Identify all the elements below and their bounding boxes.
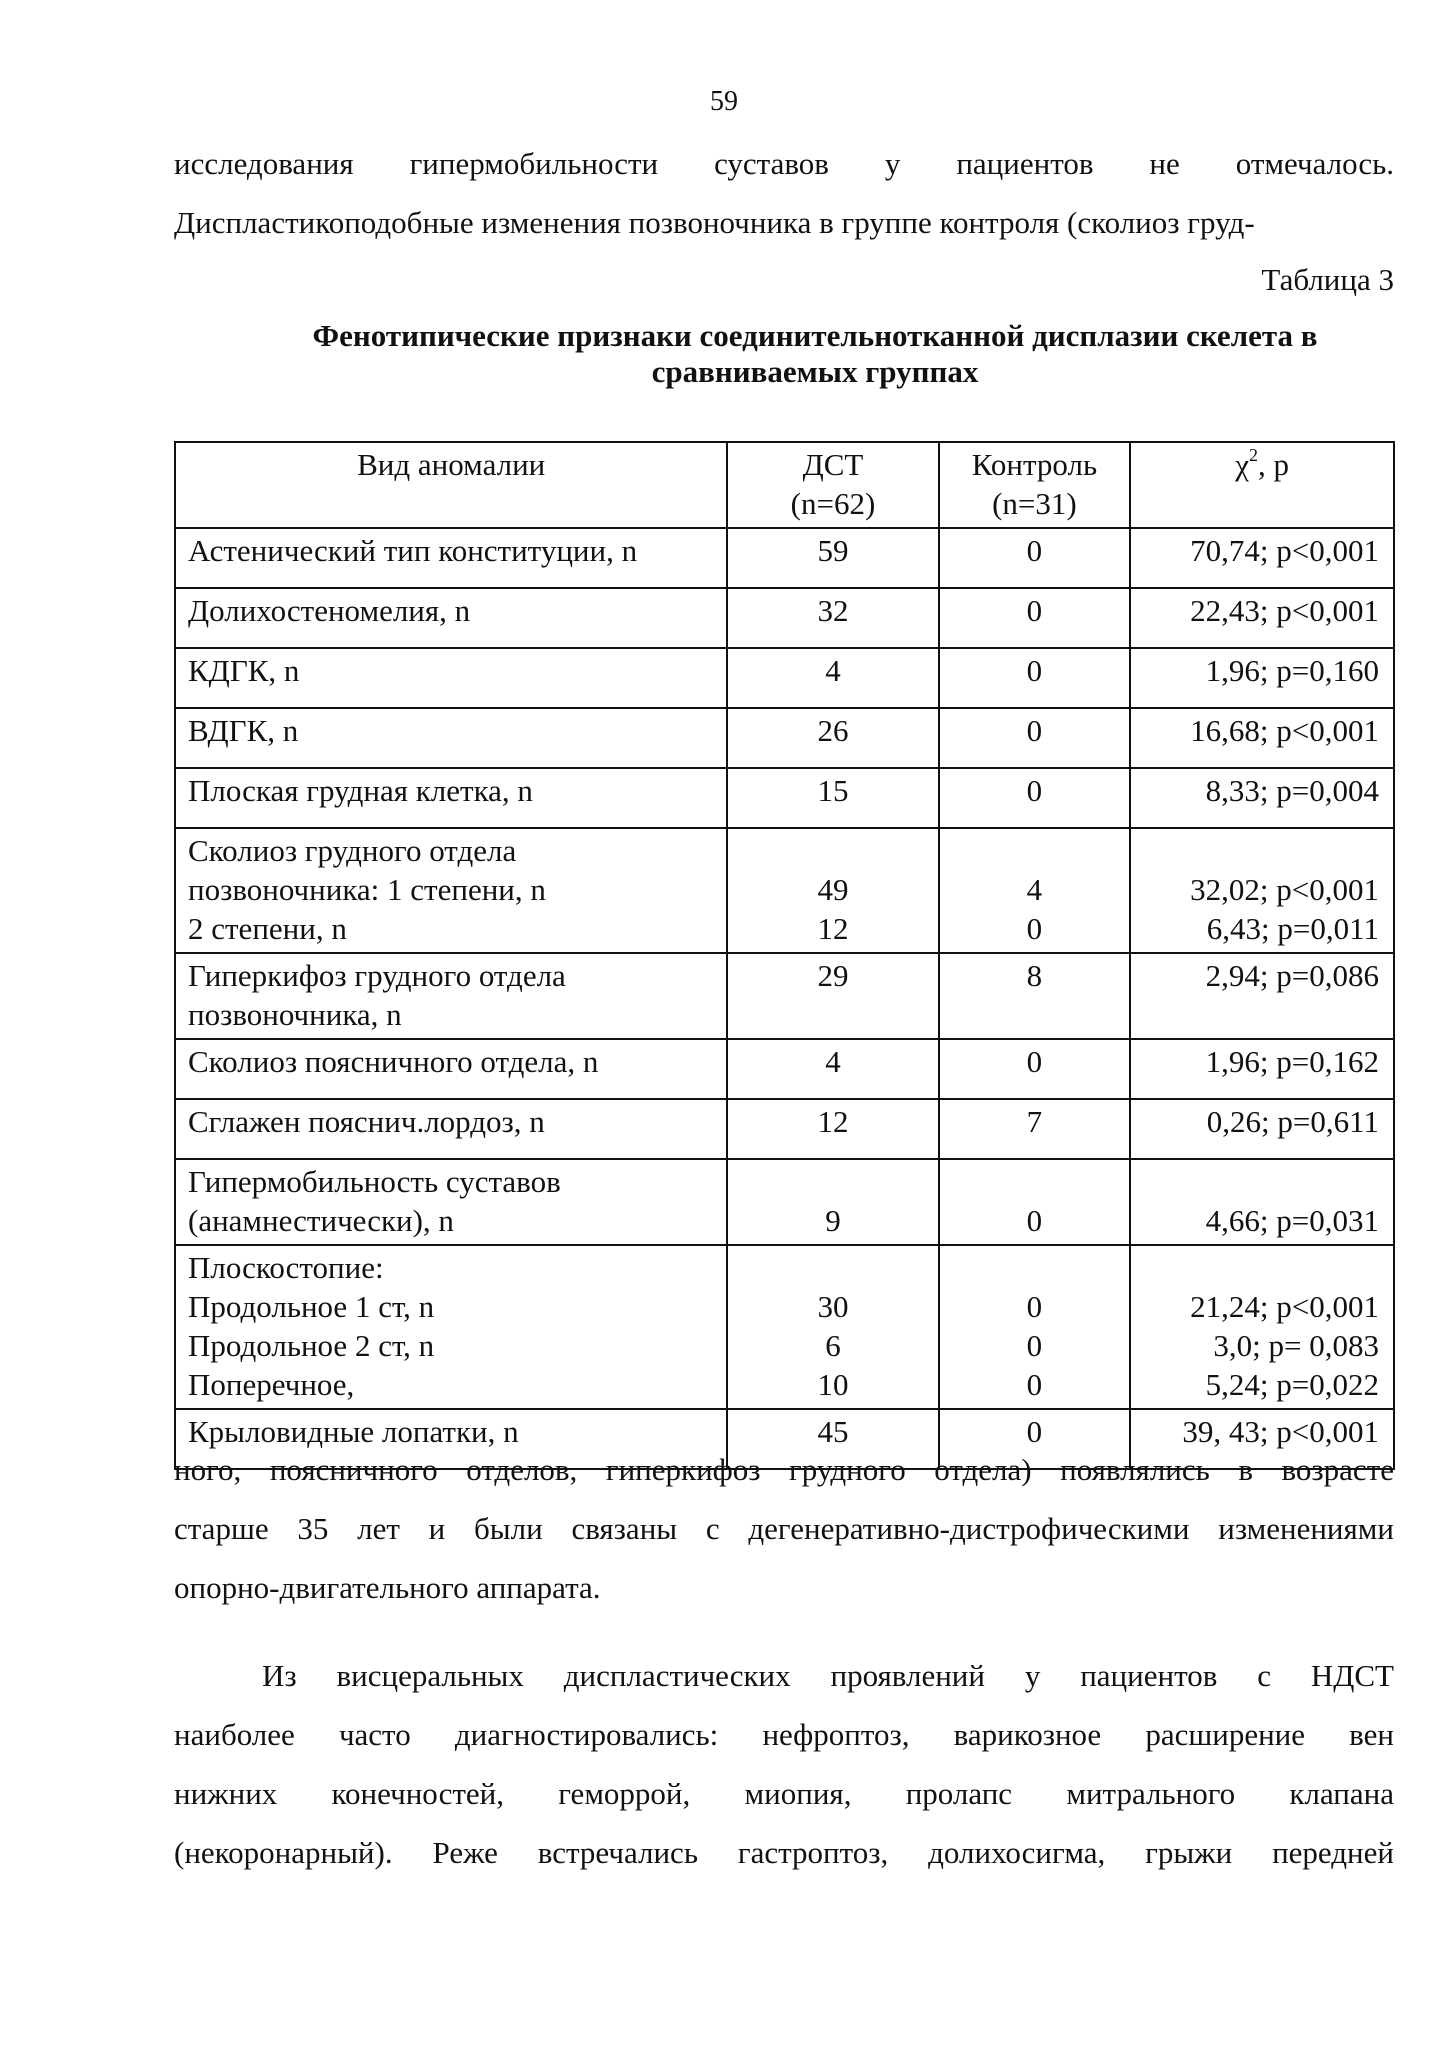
cell-line: 45 <box>817 1414 849 1449</box>
cell-line: 0 <box>1026 911 1043 946</box>
chi-square-cell <box>1130 1099 1394 1159</box>
cell-line: 0 <box>1026 713 1043 748</box>
dst-cell <box>727 768 938 828</box>
cell-line: Гиперкифоз грудного отдела <box>188 958 566 993</box>
cell-line: 1,96; p=0,160 <box>1205 653 1379 688</box>
cell-line: 0 <box>1026 533 1043 568</box>
table-row <box>175 1245 1394 1409</box>
cell-line: позвоночника, n <box>188 997 402 1032</box>
cell-line: 15 <box>817 773 849 808</box>
header-dst <box>727 442 938 528</box>
chi-square-cell <box>1130 708 1394 768</box>
control-cell <box>939 1245 1131 1409</box>
cell-line: 0 <box>1026 1367 1043 1402</box>
cell-line: 29 <box>817 958 849 993</box>
anomaly-cell <box>175 1099 727 1159</box>
chi-square-cell <box>1130 828 1394 953</box>
cell-line: 30 <box>817 1289 849 1324</box>
control-cell <box>939 768 1131 828</box>
control-cell <box>939 528 1131 588</box>
cell-line: Сглажен пояснич.лордоз, n <box>188 1104 545 1139</box>
cell-line <box>1143 831 1379 870</box>
cell-line: 6,43; p=0,011 <box>1206 911 1379 946</box>
cell-line <box>732 1248 933 1287</box>
cell-line: 49 <box>817 872 849 907</box>
control-cell <box>939 588 1131 648</box>
cell-line: Плоская грудная клетка, n <box>188 773 533 808</box>
cell-line <box>944 1162 1126 1201</box>
text-line: исследования гипермобильности суставов у пациентов не отмечалось. <box>174 146 1394 181</box>
cell-line: 0 <box>1026 1414 1043 1449</box>
cell-line: 8,33; p=0,004 <box>1205 773 1379 808</box>
chi-square-cell <box>1130 588 1394 648</box>
anomaly-cell <box>175 528 727 588</box>
cell-line: 0 <box>1026 653 1043 688</box>
dst-cell <box>727 1245 938 1409</box>
cell-line: Гипермобильность суставов <box>188 1164 561 1199</box>
table-row <box>175 708 1394 768</box>
cell-line: 10 <box>817 1367 849 1402</box>
dst-cell <box>727 1159 938 1245</box>
cell-line: 1,96; p=0,162 <box>1205 1044 1379 1079</box>
cell-line: 59 <box>817 533 849 568</box>
dst-cell <box>727 648 938 708</box>
cell-line: 4 <box>825 653 841 688</box>
dst-cell <box>727 588 938 648</box>
cell-line: 0 <box>1026 1328 1043 1363</box>
chi-square-cell <box>1130 768 1394 828</box>
top-paragraph <box>174 134 1394 252</box>
anomaly-cell <box>175 828 727 953</box>
cell-line: 0 <box>1026 773 1043 808</box>
cell-line: 0,26; p=0,611 <box>1206 1104 1379 1139</box>
control-cell <box>939 828 1131 953</box>
table-row <box>175 528 1394 588</box>
anomaly-cell <box>175 588 727 648</box>
caption-line: Фенотипические признаки соединительнотканной дисплазии скелета в <box>312 318 1318 353</box>
dst-cell <box>727 1039 938 1099</box>
control-cell <box>939 1159 1131 1245</box>
chi-symbol: χ <box>1235 447 1250 482</box>
dst-cell <box>727 708 938 768</box>
cell-line: 32,02; p<0,001 <box>1190 872 1379 907</box>
anomaly-cell <box>175 768 727 828</box>
cell-line: 0 <box>1026 593 1043 628</box>
control-cell <box>939 1099 1131 1159</box>
cell-line: 7 <box>1026 1104 1043 1139</box>
table-row <box>175 1159 1394 1245</box>
table-row <box>175 648 1394 708</box>
dst-cell <box>727 528 938 588</box>
chi-square-cell <box>1130 953 1394 1039</box>
cell-line: Сколиоз грудного отдела <box>188 833 517 868</box>
cell-line: 21,24; p<0,001 <box>1190 1289 1379 1324</box>
text-line: наиболее часто диагностировались: нефроптоз, варикозное расширение вен <box>174 1717 1394 1752</box>
anomaly-cell <box>175 708 727 768</box>
cell-line: 12 <box>817 911 849 946</box>
control-cell <box>939 648 1131 708</box>
cell-line: 4 <box>1026 872 1043 907</box>
table-row <box>175 1039 1394 1099</box>
cell-line: 2,94; p=0,086 <box>1205 958 1379 993</box>
cell-line: Сколиоз поясничного отдела, n <box>188 1044 599 1079</box>
chi-square-cell <box>1130 1245 1394 1409</box>
cell-line: КДГК, n <box>188 653 300 688</box>
dst-cell <box>727 828 938 953</box>
cell-line: (анамнестически), n <box>188 1203 454 1238</box>
text-line: Диспластикоподобные изменения позвоночника в группе контроля (сколиоз груд- <box>174 205 1255 240</box>
table-row <box>175 953 1394 1039</box>
header-dst-label: ДСТ <box>802 447 864 482</box>
cell-line: Продольное 2 ст, n <box>188 1328 435 1363</box>
cell-line: Астенический тип конституции, n <box>188 533 638 568</box>
cell-line: 4 <box>825 1044 841 1079</box>
anomaly-cell <box>175 648 727 708</box>
table-caption <box>240 318 1390 390</box>
cell-line: 70,74; p<0,001 <box>1190 533 1379 568</box>
cell-line: Поперечное, <box>188 1367 355 1402</box>
cell-line: 16,68; p<0,001 <box>1190 713 1379 748</box>
text-line: ного, поясничного отделов, гиперкифоз грудного отдела) появлялись в возрасте <box>174 1452 1394 1487</box>
table-header-row <box>175 442 1394 528</box>
page-number: 59 <box>710 86 738 117</box>
cell-line: 3,0; p= 0,083 <box>1213 1328 1379 1363</box>
cell-line: Продольное 1 ст, n <box>188 1289 435 1324</box>
text-line: нижних конечностей, геморрой, миопия, пролапс митрального клапана <box>174 1776 1394 1811</box>
caption-line: сравниваемых группах <box>651 354 979 389</box>
text-line: опорно-двигательного аппарата. <box>174 1570 601 1605</box>
table-label: Таблица 3 <box>1261 262 1394 297</box>
control-cell <box>939 708 1131 768</box>
cell-line: 0 <box>1026 1044 1043 1079</box>
cell-line: 0 <box>1026 1289 1043 1324</box>
cell-line <box>1143 1248 1379 1287</box>
header-control <box>939 442 1131 528</box>
cell-line: 39, 43; p<0,001 <box>1182 1414 1379 1449</box>
cell-line <box>732 1162 933 1201</box>
cell-line <box>1143 1162 1379 1201</box>
table-row <box>175 588 1394 648</box>
chi-square-cell <box>1130 1039 1394 1099</box>
bottom-paragraph-1 <box>174 1440 1394 1617</box>
text-line: (некоронарный). Реже встречались гастроптоз, долихосигма, грыжи передней <box>174 1835 1394 1870</box>
phenotype-table <box>174 441 1395 1470</box>
cell-line: 4,66; p=0,031 <box>1205 1203 1379 1238</box>
chi-superscript: 2 <box>1249 445 1259 465</box>
cell-line: позвоночника: 1 степени, n <box>188 872 546 907</box>
control-cell <box>939 1039 1131 1099</box>
header-dst-n: (n=62) <box>790 486 876 521</box>
cell-line <box>944 1248 1126 1287</box>
cell-line: 22,43; p<0,001 <box>1190 593 1379 628</box>
cell-line <box>732 831 933 870</box>
table-row <box>175 768 1394 828</box>
cell-line: Долихостеномелия, n <box>188 593 471 628</box>
table-row <box>175 1099 1394 1159</box>
chi-square-cell <box>1130 648 1394 708</box>
chi-square-cell <box>1130 528 1394 588</box>
control-cell <box>939 953 1131 1039</box>
cell-line <box>944 831 1126 870</box>
text-line: Из висцеральных диспластических проявлений у пациентов с НДСТ <box>262 1658 1394 1693</box>
cell-line: 8 <box>1026 958 1043 993</box>
cell-line: Плоскостопие: <box>188 1250 384 1285</box>
anomaly-cell <box>175 1159 727 1245</box>
cell-line: 26 <box>817 713 849 748</box>
header-anomaly-type: Вид аномалии <box>175 442 727 528</box>
cell-line: 2 степени, n <box>188 911 347 946</box>
header-chi-square <box>1130 442 1394 528</box>
table-body <box>175 528 1394 1469</box>
text-line: старше 35 лет и были связаны с дегенеративно-дистрофическими изменениями <box>174 1511 1394 1546</box>
chi-rest: , p <box>1258 447 1290 482</box>
cell-line: ВДГК, n <box>188 713 299 748</box>
header-control-label: Контроль <box>971 447 1098 482</box>
cell-line: 5,24; p=0,022 <box>1205 1367 1379 1402</box>
cell-line: 9 <box>825 1203 841 1238</box>
cell-line: 6 <box>825 1328 841 1363</box>
chi-square-cell <box>1130 1159 1394 1245</box>
cell-line: 0 <box>1026 1203 1043 1238</box>
dst-cell <box>727 1099 938 1159</box>
anomaly-cell <box>175 953 727 1039</box>
cell-line: 32 <box>817 593 849 628</box>
cell-line: 12 <box>817 1104 849 1139</box>
bottom-paragraph-2 <box>174 1646 1394 1882</box>
dst-cell <box>727 953 938 1039</box>
anomaly-cell <box>175 1245 727 1409</box>
header-control-n: (n=31) <box>992 486 1077 521</box>
table-row <box>175 828 1394 953</box>
anomaly-cell <box>175 1039 727 1099</box>
cell-line: Крыловидные лопатки, n <box>188 1414 519 1449</box>
